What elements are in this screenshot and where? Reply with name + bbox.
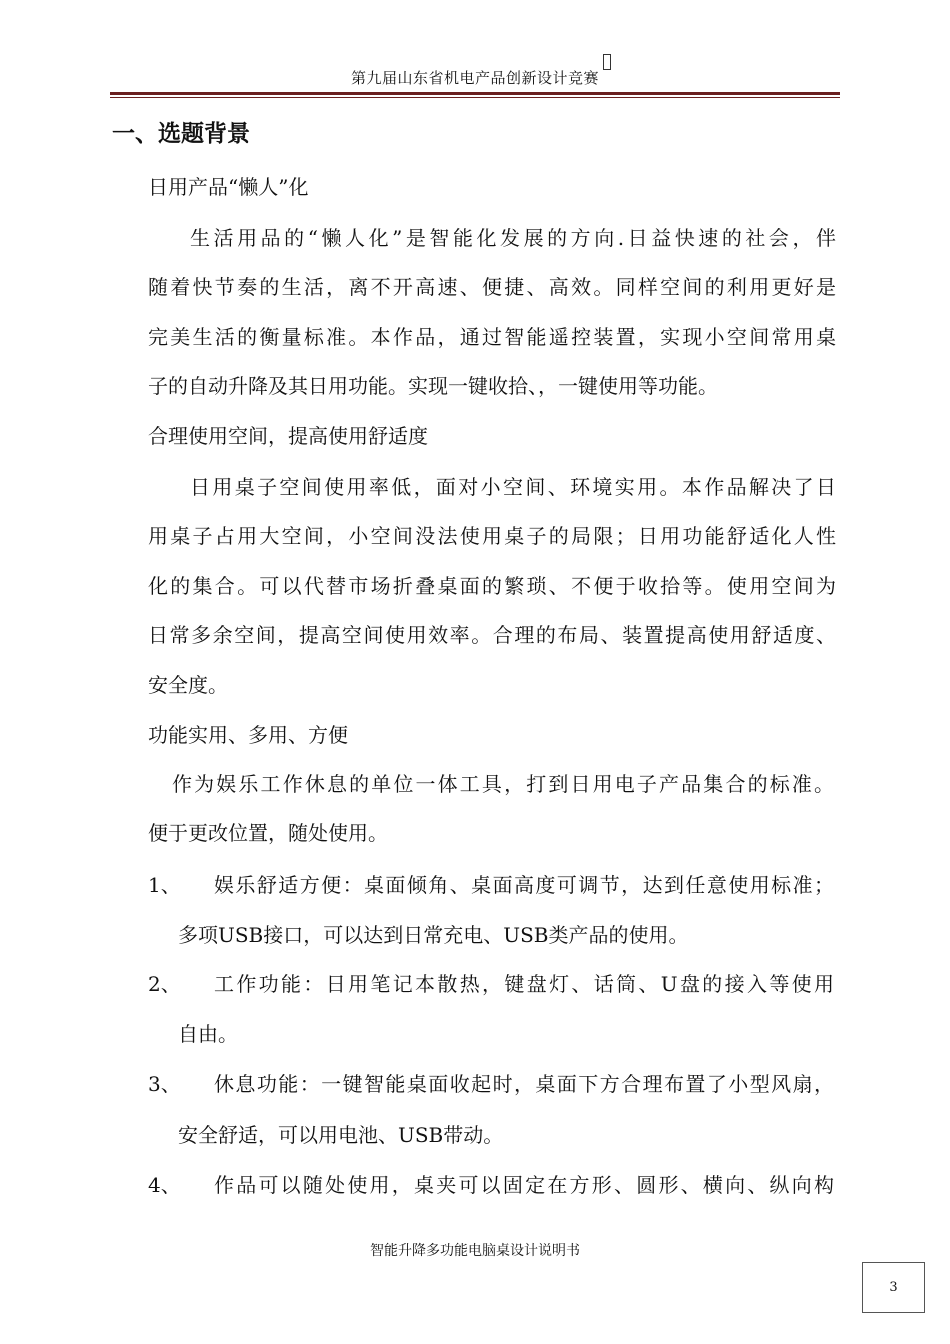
list-item-text: 作品可以随处使用，桌夹可以固定在方形、圆形、横向、纵向构 [214,1173,834,1197]
list-item-text: 安全舒适，可以用电池、USB带动。 [178,1123,504,1147]
page-number-box [862,1262,925,1313]
subsection-title-1: 日用产品“懒人”化 [148,175,309,199]
paragraph-line: 随着快节奏的生活，离不开高速、便捷、高效。同样空间的利用更好是 [148,275,836,299]
paragraph-line: 完美生活的衡量标准。本作品，通过智能遥控装置，实现小空间常用桌 [148,325,836,349]
header-rule-thin [110,97,840,98]
header-rule-thick [110,92,840,95]
paragraph-line: 日用桌子空间使用率低，面对小空间、环境实用。本作品解决了日 [190,475,836,499]
running-footer: 智能升降多功能电脑桌设计说明书 [370,1243,580,1259]
list-item-number: 3、 [148,1072,181,1096]
subsection-title-2: 合理使用空间，提高使用舒适度 [148,424,428,448]
list-item-number: 2、 [148,972,181,996]
page-number: 3 [889,1280,898,1295]
list-item-number: 4、 [148,1173,181,1197]
section-heading: 一、选题背景 [112,121,250,147]
paragraph-line: 便于更改位置，随处使用。 [148,821,388,845]
list-item-text: 娱乐舒适方便：桌面倾角、桌面高度可调节，达到任意使用标准； [214,873,834,897]
list-item-number: 1、 [148,873,181,897]
paragraph-line: 日常多余空间，提高空间使用效率。合理的布局、装置提高使用舒适度、 [148,623,836,647]
list-item-text: 工作功能：日用笔记本散热，键盘灯、话筒、U盘的接入等使用 [214,972,834,996]
paragraph-line: 用桌子占用大空间，小空间没法使用桌子的局限；日用功能舒适化人性 [148,524,836,548]
placeholder-glyph-icon [603,54,611,70]
paragraph-line: 作为娱乐工作休息的单位一体工具，打到日用电子产品集合的标准。 [172,772,834,796]
list-item-text: 自由。 [178,1022,238,1046]
paragraph-line: 安全度。 [148,673,228,697]
paragraph-line: 化的集合。可以代替市场折叠桌面的繁琐、不便于收拾等。使用空间为 [148,574,836,598]
paragraph-line: 子的自动升降及其日用功能。实现一键收拾、，一键使用等功能。 [148,374,718,398]
list-item-text: 多项USB接口，可以达到日常充电、USB类产品的使用。 [178,923,689,947]
running-header: 第九届山东省机电产品创新设计竞赛 [350,69,599,87]
paragraph-line: 生活用品的“懒人化”是智能化发展的方向.日益快速的社会，伴 [190,226,836,250]
subsection-title-3: 功能实用、多用、方便 [148,723,348,747]
list-item-text: 休息功能：一键智能桌面收起时，桌面下方合理布置了小型风扇， [214,1072,834,1096]
